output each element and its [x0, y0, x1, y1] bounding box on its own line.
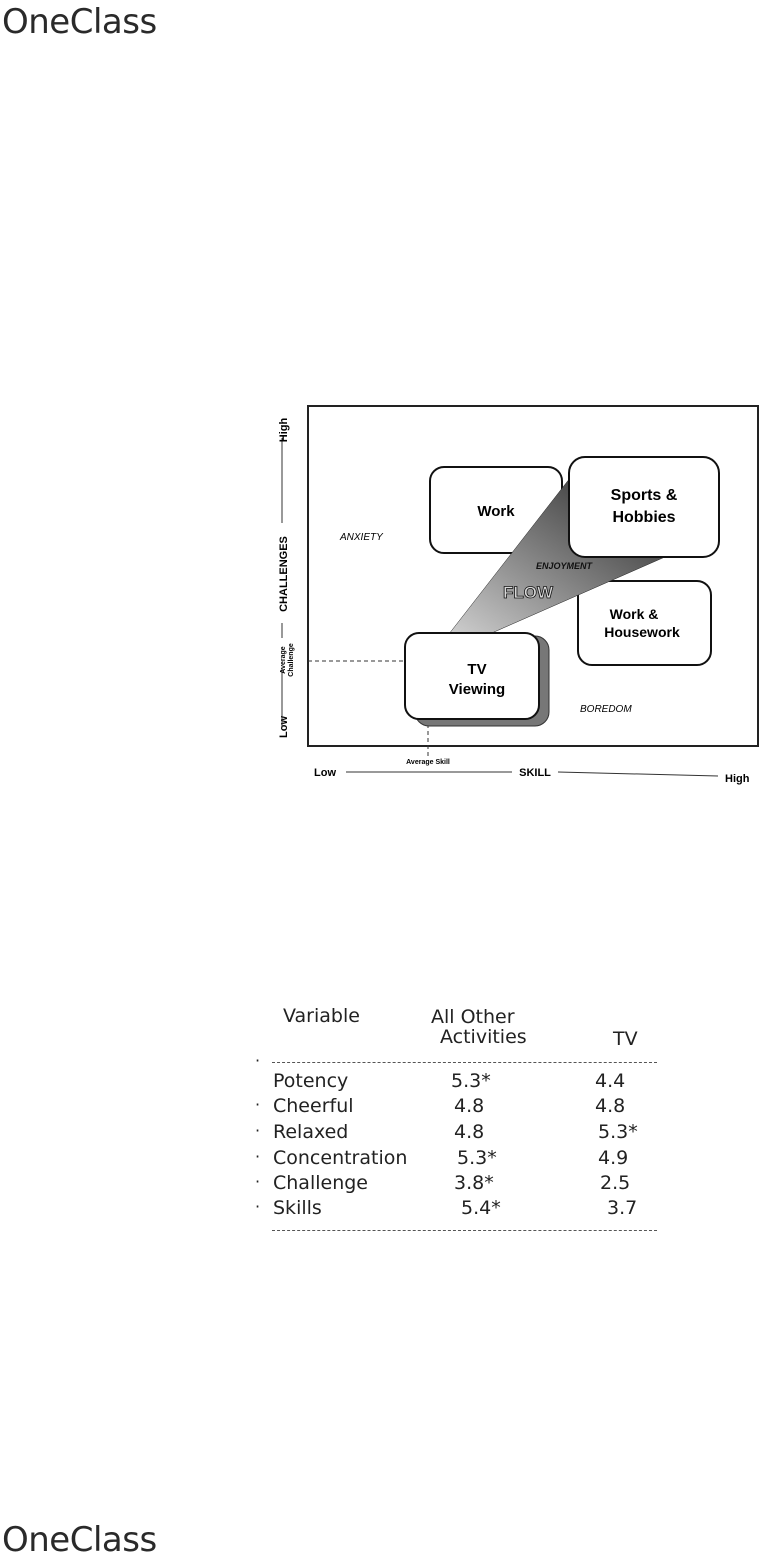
x-axis-low-label: Low: [314, 767, 336, 779]
tv-box-label-2: Viewing: [448, 681, 506, 698]
y-axis-average-label: [280, 643, 295, 677]
enjoyment-label: ENJOYMENT: [536, 561, 593, 571]
table-row: [255, 1121, 675, 1146]
housework-box-label-2: Housework: [604, 624, 680, 640]
housework-box-label-1: Work &: [609, 606, 659, 622]
row-tv: 5.3*: [598, 1121, 638, 1143]
row-others: 5.3*: [457, 1147, 497, 1169]
housework-box: [578, 581, 711, 665]
table-row: [255, 1095, 675, 1120]
flow-label: FLOW: [502, 583, 554, 602]
oneclass-logo-header: [2, 2, 157, 42]
row-variable: Skills: [273, 1197, 322, 1219]
y-axis-high-label: [278, 418, 290, 443]
svg-text:Challenge: Challenge: [288, 643, 295, 677]
oneclass-logo-text: OneClass: [2, 1520, 157, 1560]
svg-text:CHALLENGES: CHALLENGES: [278, 536, 290, 612]
row-tv: 3.7: [607, 1197, 638, 1219]
anxiety-label: ANXIETY: [340, 532, 383, 543]
header-activities: Activities: [440, 1026, 527, 1048]
svg-text:Average: Average: [280, 646, 287, 674]
row-bullet: ·: [255, 1172, 261, 1191]
sports-hobbies-box: [569, 457, 719, 557]
row-others: 4.8: [454, 1095, 485, 1117]
row-tv: 4.4: [595, 1070, 626, 1092]
sports-box-label-1: Sports &: [610, 487, 678, 504]
flow-diagram: [260, 398, 773, 793]
x-axis-average-label: Average Skill: [406, 759, 450, 766]
row-others: 3.8*: [454, 1172, 494, 1194]
row-bullet: ·: [255, 1197, 261, 1216]
x-axis-high-label: High: [725, 773, 750, 785]
tv-box-label-1: TV: [467, 661, 487, 678]
row-others: 5.3*: [451, 1070, 491, 1092]
header-variable: Variable: [283, 1005, 360, 1027]
row-others: 4.8: [454, 1121, 485, 1143]
header-tv: TV: [613, 1028, 638, 1050]
row-variable: Challenge: [273, 1172, 368, 1194]
table-row: [255, 1147, 675, 1172]
flow-diagram-svg: [260, 398, 773, 793]
row-bullet: ·: [255, 1095, 261, 1114]
y-axis-title: [278, 536, 290, 612]
row-others: 5.4*: [461, 1197, 501, 1219]
oneclass-logo-footer: [2, 1520, 157, 1560]
table-row: [255, 1070, 675, 1095]
row-tv: 2.5: [600, 1172, 631, 1194]
top-rule: [272, 1062, 657, 1063]
bottom-rule: [272, 1230, 657, 1231]
row-bullet: ·: [255, 1121, 261, 1140]
row-variable: Concentration: [273, 1147, 408, 1169]
row-tv: 4.8: [595, 1095, 626, 1117]
table-row: [255, 1172, 675, 1197]
row-variable: Relaxed: [273, 1121, 349, 1143]
row-variable: Cheerful: [273, 1095, 354, 1117]
svg-text:High: High: [278, 417, 290, 443]
row-variable: Potency: [273, 1070, 349, 1092]
svg-text:Low: Low: [278, 716, 290, 738]
row-bullet: ·: [255, 1147, 261, 1166]
row-tv: 4.9: [598, 1147, 629, 1169]
table-row: [255, 1197, 675, 1222]
work-box-label: Work: [477, 503, 515, 520]
y-axis-low-label: [278, 716, 290, 738]
x-axis-title: SKILL: [519, 767, 551, 779]
oneclass-logo-text: OneClass: [2, 2, 157, 42]
comparison-table: [255, 1003, 675, 1243]
boredom-label: BOREDOM: [580, 704, 632, 715]
sports-box-label-2: Hobbies: [612, 509, 676, 526]
header-all-other: All Other: [431, 1006, 515, 1028]
bullet-0: ·: [255, 1051, 261, 1070]
